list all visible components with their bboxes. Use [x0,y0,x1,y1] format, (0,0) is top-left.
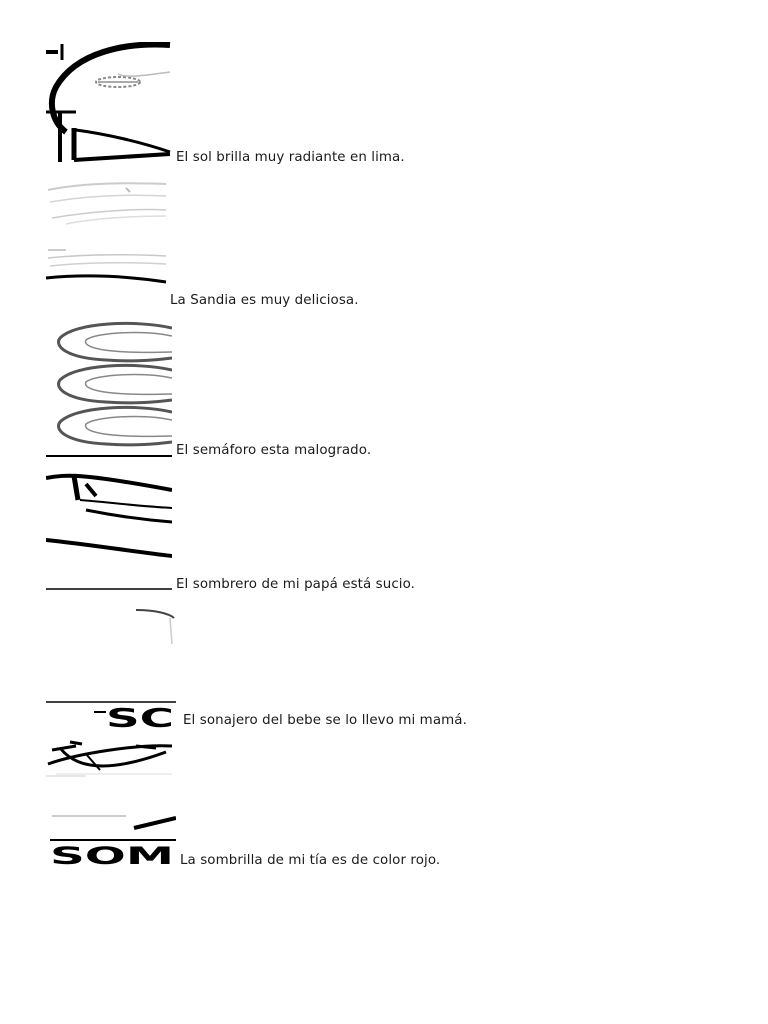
watermelon-picture [46,178,168,288]
sentence-sandia: La Sandia es muy deliciosa. [170,293,359,308]
rattle-picture [46,604,176,730]
sonajero-lettering: SC [106,704,174,730]
sombrilla-lettering: SOM [50,842,174,868]
sentence-sol: El sol brilla muy radiante en lima. [176,150,405,165]
sentence-sonajero: El sonajero del bebe se lo llevo mi mamá. [183,713,467,728]
sentence-sombrilla: La sombrilla de mi tía es de color rojo. [180,853,441,868]
umbrella-picture [46,740,176,868]
traffic-light-picture [46,320,172,458]
sentence-semaforo: El semáforo esta malogrado. [176,443,372,458]
sentence-sombrero: El sombrero de mi papá está sucio. [176,577,416,592]
sun-picture [46,42,172,164]
hat-picture [46,470,172,592]
